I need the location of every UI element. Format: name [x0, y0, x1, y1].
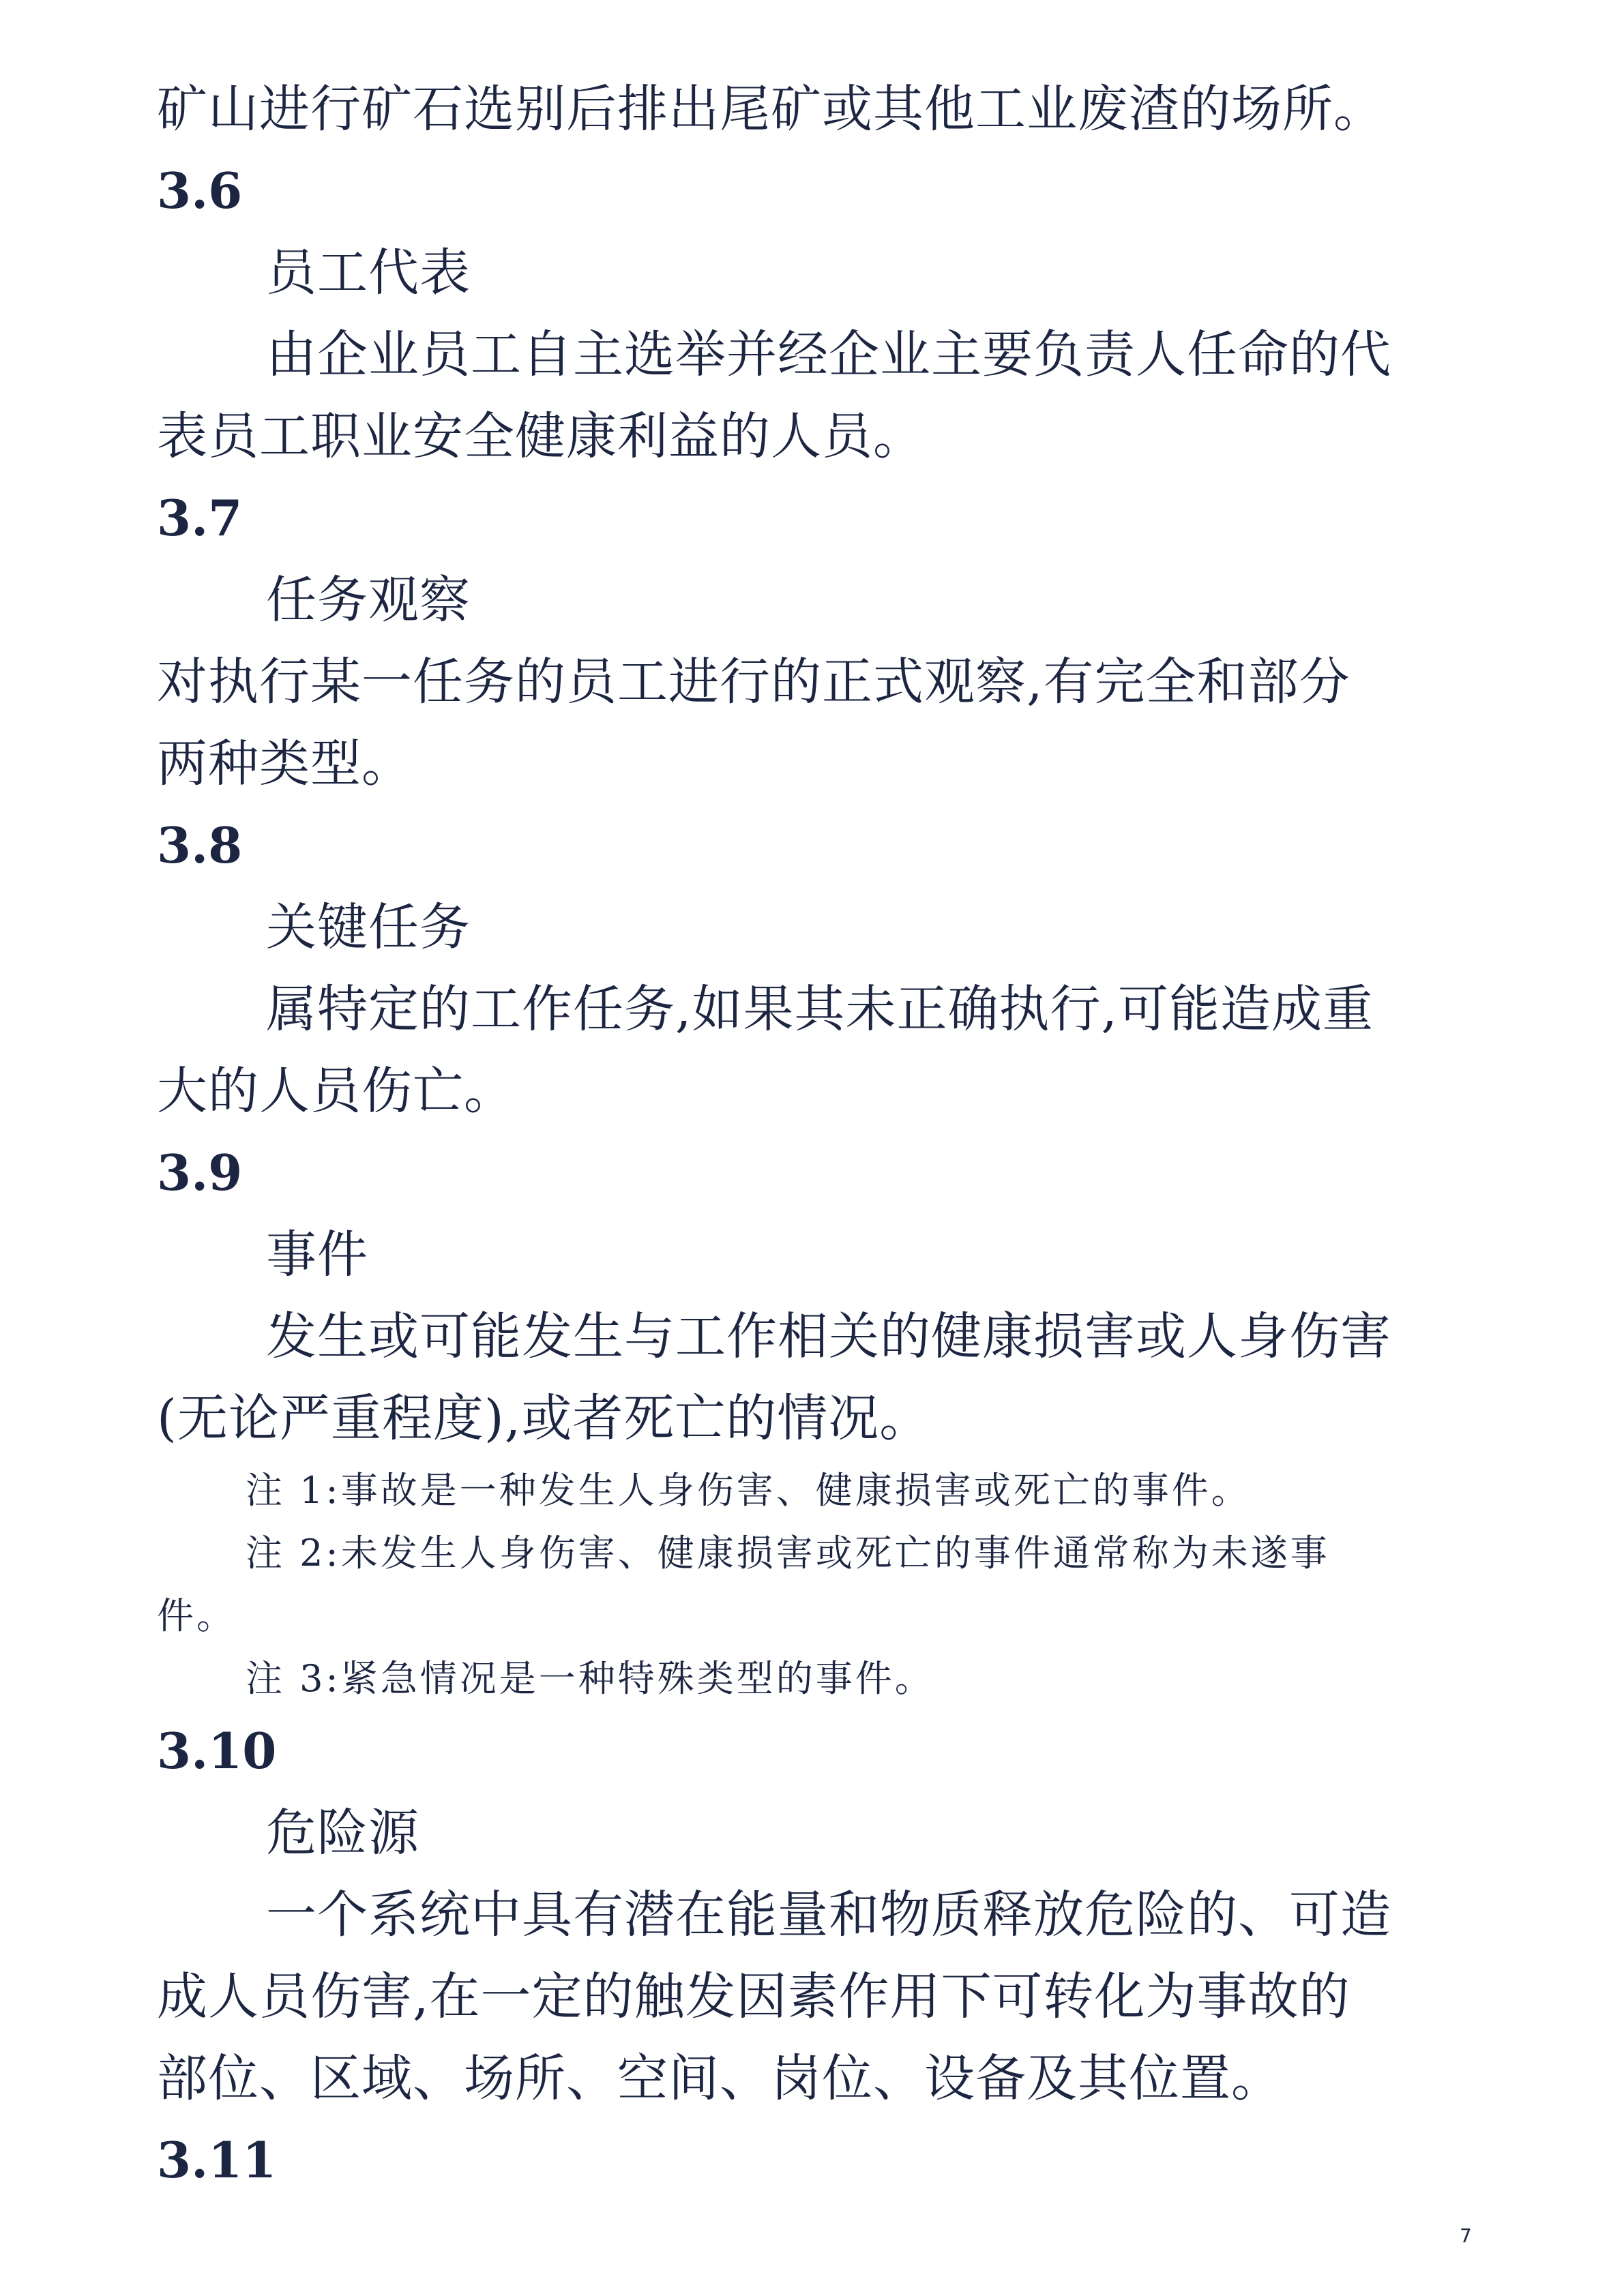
section-number: 3.9 [157, 1144, 243, 1202]
text-line: 大的人员伤亡。 [157, 1062, 515, 1120]
section-number: 3.8 [157, 816, 243, 874]
term-title: 事件 [266, 1225, 368, 1284]
page-number: 7 [1460, 2224, 1472, 2247]
text-line: 矿山进行矿石选别后排出尾矿或其他工业废渣的场所。 [157, 80, 1385, 138]
note-line: 注 3:紧急情况是一种特殊类型的事件。 [246, 1657, 934, 1700]
section-number: 3.11 [157, 2131, 277, 2189]
text-line: 两种类型。 [157, 734, 413, 793]
text-line: 发生或可能发生与工作相关的健康损害或人身伤害 [266, 1307, 1391, 1366]
term-title: 任务观察 [266, 571, 471, 629]
note-line: 件。 [157, 1594, 236, 1637]
text-line: 表员工职业安全健康利益的人员。 [157, 407, 924, 466]
text-line: (无论严重程度),或者死亡的情况。 [157, 1389, 931, 1448]
note-line: 注 2:未发生人身伤害、健康损害或死亡的事件通常称为未遂事 [246, 1532, 1330, 1575]
term-title: 员工代表 [266, 243, 471, 302]
term-title: 关键任务 [266, 898, 471, 957]
section-number: 3.6 [157, 162, 243, 220]
text-line: 由企业员工自主选举并经企业主要负责人任命的代 [266, 325, 1391, 384]
text-line: 部位、区域、场所、空间、岗位、设备及其位置。 [157, 2049, 1282, 2108]
term-title: 危险源 [266, 1804, 419, 1862]
text-line: 一个系统中具有潜在能量和物质释放危险的、可造 [266, 1885, 1391, 1944]
page-content [157, 68, 1480, 2201]
note-line: 注 1:事故是一种发生人身伤害、健康损害或死亡的事件。 [246, 1469, 1251, 1512]
text-line: 对执行某一任务的员工进行的正式观察,有完全和部分 [157, 653, 1350, 711]
text-line: 属特定的工作任务,如果其未正确执行,可能造成重 [266, 980, 1374, 1039]
section-number: 3.7 [157, 489, 243, 547]
text-line: 成人员伤害,在一定的触发因素作用下可转化为事故的 [157, 1967, 1350, 2026]
section-number: 3.10 [157, 1722, 277, 1780]
